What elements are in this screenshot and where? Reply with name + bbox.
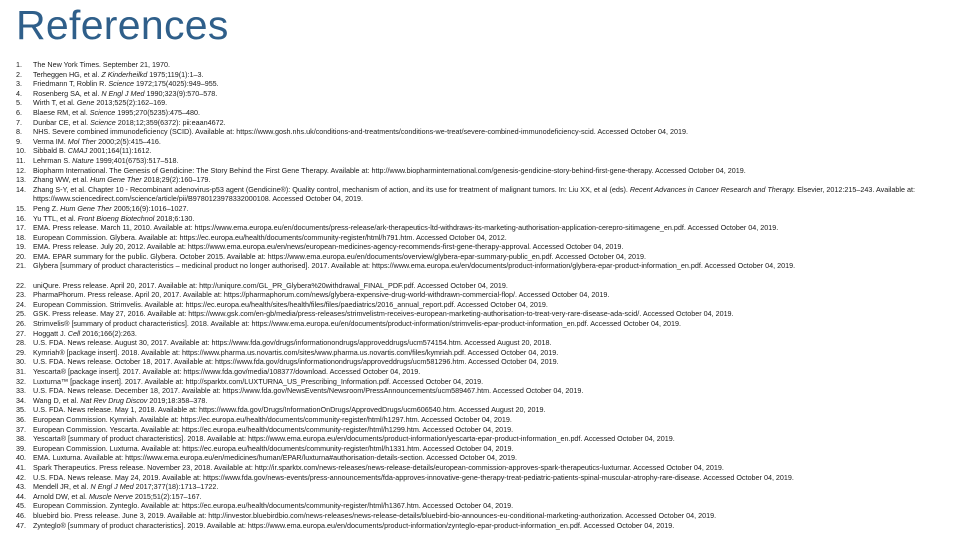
reference-number: 45. [16, 501, 26, 511]
reference-journal: Mol Ther [67, 136, 97, 146]
reference-journal: Muscle Nerve [88, 491, 133, 501]
reference-item [0, 166, 960, 176]
reference-item [0, 98, 960, 108]
reference-number: 40. [16, 453, 26, 463]
reference-journal: CMAJ [67, 146, 88, 156]
reference-number: 36. [16, 414, 26, 424]
reference-number: 17. [16, 223, 26, 233]
reference-text-main: Biopharm International. The Genesis of Gendicine: The Story Behind the First Gene Therapy. Available at: http://www.biopharminternational.com/genesis-gendicine-story-behind-first-gene-therapy. Accessed October 04, 2019. [33, 165, 746, 175]
reference-number: 34. [16, 395, 26, 405]
reference-text [33, 281, 945, 291]
reference-text-tail: 2013;525(2):162–169. [94, 98, 168, 108]
reference-text-main: European Commission. Strimvelis. Available at: https://ec.europa.eu/health/sites/health/files/files/paediatrics/2016_annual_report.pdf. Accessed October 04, 2019. [33, 299, 548, 309]
reference-item [0, 501, 960, 511]
reference-text [33, 70, 945, 80]
reference-number: 37. [16, 424, 26, 434]
reference-text [33, 501, 945, 511]
reference-text-main: Blaese RM, et al. [33, 107, 90, 117]
reference-journal: Cell [67, 328, 81, 338]
reference-item [0, 252, 960, 262]
reference-number: 13. [16, 175, 26, 185]
reference-text [33, 137, 945, 147]
reference-text [33, 300, 945, 310]
reference-text-tail: Elsevier, 2012:215–243. Available at: https://www.sciencedirect.com/science/article/pii/B9780123978332000108. Accessed October 04, 2019. [33, 184, 915, 204]
reference-text [33, 309, 945, 319]
reference-text-main: EMA. EPAR summary for the public. Glybera. October 2015. Available at: https://www.ema.europa.eu/en/documents/overview/glybera-epar-summary-public_en.pdf. Accessed October 04, 2019. [33, 251, 646, 261]
reference-number: 5. [16, 98, 22, 108]
reference-text [33, 511, 945, 521]
reference-item [0, 290, 960, 300]
reference-text-tail: 1972;175(4025):949–955. [133, 79, 219, 89]
reference-item [0, 300, 960, 310]
reference-list [0, 60, 960, 530]
reference-item [0, 309, 960, 319]
reference-number: 35. [16, 405, 26, 415]
page-title: References [16, 2, 229, 48]
reference-text [33, 204, 945, 214]
reference-journal: Gene [76, 98, 95, 108]
reference-text [33, 377, 945, 387]
reference-number: 12. [16, 165, 26, 175]
reference-item [0, 146, 960, 156]
reference-text-main: Zhang S-Y, et al. Chapter 10 - Recombinant adenovirus-p53 agent (Gendicine®): Quality control, mechanism of action, and its use for treatment of malignant tumors. In: Liu XX, et al (eds). [33, 184, 630, 194]
reference-text [33, 329, 945, 339]
reference-number: 46. [16, 510, 26, 520]
reference-text-main: Arnold DW, et al. [33, 491, 89, 501]
reference-text-main: NHS. Severe combined immunodeficiency (SCID). Available at: https://www.gosh.nhs.uk/conditions-and-treatments/conditions-we-treat/severe-combined-immunodeficiency-scid. Accessed October 04, 2019. [33, 127, 689, 137]
reference-item [0, 233, 960, 243]
reference-text [33, 242, 945, 252]
reference-text-tail: 2000;2(5):415–416. [96, 136, 161, 146]
reference-text-tail: 2018;29(2):160–179. [141, 175, 211, 185]
reference-text-main: Kymriah® [package insert]. 2018. Available at: https://www.pharma.us.novartis.com/sites/www.pharma.us.novartis.com/files/kymriah.pdf. Accessed October 04, 2019. [33, 347, 559, 357]
reference-text-main: Wirth T, et al. [33, 98, 77, 108]
reference-text [33, 118, 945, 128]
reference-item [0, 511, 960, 521]
reference-text-main: Hoggatt J. [33, 328, 68, 338]
reference-text [33, 348, 945, 358]
reference-text [33, 405, 945, 415]
reference-journal: Science [89, 107, 116, 117]
reference-number: 30. [16, 357, 26, 367]
reference-item [0, 348, 960, 358]
reference-text [33, 319, 945, 329]
reference-text [33, 214, 945, 224]
reference-item [0, 377, 960, 387]
reference-number: 18. [16, 232, 26, 242]
reference-text-main: Zynteglo® [summary of product characteristics]. 2019. Available at: https://www.ema.europa.eu/en/documents/product-information/zynteglo-epar-product-information_en.pdf. Accessed October 04, 2019. [33, 520, 675, 530]
reference-item [0, 156, 960, 166]
reference-text-main: Strimvelis® [summary of product characteristics]. 2018. Available at: https://www.ema.europa.eu/en/documents/product-information/strimvelis-epar-product-information_en.pdf. Accessed October 04, 2019. [33, 319, 681, 329]
reference-number: 24. [16, 299, 26, 309]
reference-text-main: U.S. FDA. News release. May 1, 2018. Available at: https://www.fda.gov/Drugs/InformationOnDrugs/ApprovedDrugs/ucm606540.htm. Accessed August 20, 2019. [33, 405, 546, 415]
reference-item [0, 89, 960, 99]
reference-text [33, 252, 945, 262]
reference-number: 29. [16, 347, 26, 357]
reference-text [33, 223, 945, 233]
reference-number: 32. [16, 376, 26, 386]
reference-item [0, 434, 960, 444]
reference-number: 27. [16, 328, 26, 338]
reference-text-main: U.S. FDA. News release. August 30, 2017. Available at: https://www.fda.gov/drugs/informationondrugs/approveddrugs/ucm574154.htm. Accessed August 20, 2018. [33, 338, 552, 348]
reference-text [33, 261, 945, 271]
reference-item [0, 396, 960, 406]
reference-number: 28. [16, 338, 26, 348]
reference-text [33, 60, 945, 70]
reference-text-main: Dunbar CE, et al. [33, 117, 91, 127]
reference-item [0, 405, 960, 415]
reference-text-main: Luxturna™ [package insert]. 2017. Available at: http://sparktx.com/LUXTURNA_US_Prescribing_Information.pdf. Accessed October 04, 2019. [33, 376, 484, 386]
reference-text-main: U.S. FDA. News release. May 24, 2019. Available at: https://www.fda.gov/news-events/press-announcements/fda-approves-innovative-gene-therapy-treat-pediatric-patients-spinal-muscular-atrophy-rare-disease. Accessed October 04, 2019. [33, 472, 794, 482]
reference-text-main: Lehrman S. [33, 155, 73, 165]
reference-item [0, 415, 960, 425]
reference-item [0, 204, 960, 214]
reference-text [33, 396, 945, 406]
reference-number: 22. [16, 280, 26, 290]
reference-text-main: bluebird bio. Press release. June 3, 2019. Available at: http://investor.bluebirdbio.com/news-releases/news-release-details/bluebird-bio-announces-eu-conditional-marketing-authorization. Accessed October 04, 2019. [33, 510, 717, 520]
reference-text-tail: 2016;166(2):263. [80, 328, 137, 338]
reference-item [0, 79, 960, 89]
reference-text-main: Spark Therapeutics. Press release. November 23, 2018. Available at: http://ir.sparktx.com/news-releases/news-release-details/european-commission-approves-spark-therapeutics-luxturnar. Accessed October 04, 2019. [33, 462, 724, 472]
reference-text-main: U.S. FDA. News release. October 18, 2017. Available at: https://www.fda.gov/drugs/informationondrugs/approveddrugs/ucm581296.htm. Accessed October 04, 2019. [33, 357, 559, 367]
reference-journal: N Engl J Med [101, 88, 145, 98]
reference-text-tail: 2018;6:130. [154, 213, 195, 223]
reference-item [0, 425, 960, 435]
reference-number: 14. [16, 184, 26, 194]
reference-item [0, 185, 960, 204]
reference-item [0, 521, 960, 531]
reference-text-main: Peng Z. [33, 203, 61, 213]
reference-text-main: EMA. Luxturna. Available at: https://www.ema.europa.eu/en/medicines/human/EPAR/luxturna#authorisation-details-section. Accessed October 04, 2019. [33, 453, 517, 463]
reference-text [33, 127, 945, 137]
reference-journal: Nature [72, 155, 94, 165]
reference-text-main: Terheggen HG, et al. [33, 69, 102, 79]
reference-item [0, 223, 960, 233]
reference-text-main: European Commission. Kymriah. Available at: https://ec.europa.eu/health/documents/community-register/html/h1297.htm. Accessed October 04, 2019. [33, 414, 512, 424]
reference-number: 44. [16, 491, 26, 501]
reference-text [33, 156, 945, 166]
reference-text [33, 367, 945, 377]
reference-number: 6. [16, 107, 22, 117]
reference-number: 33. [16, 386, 26, 396]
reference-item [0, 357, 960, 367]
reference-text [33, 89, 945, 99]
reference-item [0, 175, 960, 185]
reference-text-main: European Commission. Zynteglo. Available at: https://ec.europa.eu/health/documents/community-register/html/h1367.htm. Accessed October 04, 2019. [33, 501, 514, 511]
reference-number: 38. [16, 434, 26, 444]
reference-text [33, 415, 945, 425]
reference-number: 47. [16, 520, 26, 530]
reference-text-main: U.S. FDA. News release. December 18, 2017. Available at: https://www.fda.gov/NewsEvents/Newsroom/PressAnnouncements/ucm589467.htm. Accessed October 04, 2019. [33, 386, 584, 396]
reference-text-main: Sibbald B. [33, 146, 68, 156]
reference-number: 7. [16, 117, 22, 127]
reference-item [0, 482, 960, 492]
reference-number: 20. [16, 251, 26, 261]
reference-journal: Nat Rev Drug Discov [80, 395, 148, 405]
reference-item [0, 367, 960, 377]
reference-item [0, 444, 960, 454]
reference-number: 42. [16, 472, 26, 482]
reference-text-main: Wang D, et al. [33, 395, 81, 405]
reference-text-tail: 2017;377(18):1713–1722. [133, 482, 219, 492]
reference-text [33, 146, 945, 156]
reference-text-main: Verma IM. [33, 136, 68, 146]
reference-number: 41. [16, 462, 26, 472]
reference-number: 43. [16, 482, 26, 492]
reference-text [33, 453, 945, 463]
reference-item [0, 137, 960, 147]
reference-text [33, 482, 945, 492]
reference-text [33, 185, 945, 204]
reference-item [0, 70, 960, 80]
reference-text-main: Glybera [summary of product characteristics – medicinal product no longer authorised]. 2017. Available at: https://www.ema.europa.eu/en/documents/product-information/glybera-epar-product-information_en.pdf. Accessed October 04, 2019. [33, 261, 796, 271]
reference-journal: Z Kinderheilkd [101, 69, 148, 79]
reference-text-main: The New York Times. September 21, 1970. [33, 60, 171, 69]
reference-item [0, 492, 960, 502]
reference-text-main: GSK. Press release. May 27, 2016. Available at: https://www.gsk.com/en-gb/media/press-releases/strimvelistm-receives-european-marketing-authorisation-to-treat-very-rare-disease-ada-scid/. Accessed October 04, 2019. [33, 309, 734, 319]
reference-text-tail: 1999;401(6753):517–518. [93, 155, 179, 165]
reference-text-tail: 2015;51(2):157–167. [132, 491, 202, 501]
reference-number: 26. [16, 319, 26, 329]
reference-journal: Hum Gene Ther [90, 175, 142, 185]
reference-text [33, 233, 945, 243]
reference-text [33, 473, 945, 483]
reference-item [0, 338, 960, 348]
reference-text-tail: 1995;270(5235):475–480. [115, 107, 201, 117]
reference-text [33, 175, 945, 185]
reference-text-main: EMA. Press release. July 20, 2012. Available at: https://www.ema.europa.eu/en/news/european-medicines-agency-recommends-first-gene-therapy-approval. Accessed October 04, 2019. [33, 242, 624, 252]
reference-text [33, 434, 945, 444]
reference-text [33, 338, 945, 348]
reference-text-main: Yu TTL, et al. [33, 213, 78, 223]
reference-number: 39. [16, 443, 26, 453]
reference-journal: Hum Gene Ther [60, 203, 112, 213]
reference-text-main: EMA. Press release. March 11, 2010. Available at: https://www.ema.europa.eu/en/documents/press-release/ark-therapeutics-ltd-withdraws-its-marketing-authorisation-application-cerepro-sitimagene_en.pdf. Accessed October 04, 2019. [33, 223, 779, 233]
reference-text [33, 98, 945, 108]
reference-text [33, 425, 945, 435]
reference-text-main: PharmaPhorum. Press release. April 20, 2017. Available at: https://pharmaphorum.com/news/glybera-expensive-drug-world-withdrawn-commercial-flop/. Accessed October 04, 2019. [33, 290, 610, 300]
reference-text-main: European Commission. Glybera. Available at: https://ec.europa.eu/health/documents/community-register/html/h791.htm. Accessed October 04, 2012. [33, 232, 507, 242]
reference-text-tail: 1990;323(9):570–578. [144, 88, 218, 98]
reference-text-main: European Commission. Luxturna. Available at: https://ec.europa.eu/health/documents/community-register/html/h1331.htm. Accessed October 04, 2019. [33, 443, 514, 453]
reference-number: 11. [16, 155, 26, 165]
reference-journal: Front Bioeng Biotechnol [77, 213, 155, 223]
reference-item [0, 319, 960, 329]
reference-journal: Science [90, 117, 116, 127]
reference-text-main: European Commission. Yescarta. Available at: https://ec.europa.eu/health/documents/community-register/html/h1299.htm. Accessed October 04, 2019. [33, 424, 514, 434]
reference-number: 3. [16, 79, 22, 89]
reference-text [33, 166, 945, 176]
reference-item [0, 261, 960, 280]
reference-text [33, 79, 945, 89]
reference-number: 10. [16, 146, 26, 156]
reference-text [33, 492, 945, 502]
reference-text-tail: 1975;119(1):1–3. [147, 69, 204, 79]
reference-journal: Recent Advances in Cancer Research and Therapy. [629, 184, 796, 194]
reference-number: 31. [16, 367, 26, 376]
reference-text [33, 357, 945, 367]
reference-number: 15. [16, 203, 26, 213]
reference-text [33, 290, 945, 300]
reference-journal: Science [108, 79, 134, 89]
reference-item [0, 118, 960, 128]
reference-text [33, 521, 945, 531]
reference-number: 21. [16, 261, 26, 271]
reference-number: 8. [16, 127, 22, 137]
reference-number: 1. [16, 60, 22, 69]
reference-number: 19. [16, 242, 26, 252]
reference-item [0, 60, 960, 70]
reference-text-tail: 2005;16(9):1016–1027. [111, 203, 189, 213]
reference-number: 25. [16, 309, 26, 319]
reference-number: 4. [16, 88, 22, 98]
reference-item [0, 214, 960, 224]
reference-number: 2. [16, 69, 22, 79]
reference-item [0, 329, 960, 339]
reference-text-main: Yescarta® [summary of product characteristics]. 2018. Available at: https://www.ema.europa.eu/en/documents/product-information/yescarta-epar-product-information_en.pdf. Accessed October 04, 2019. [33, 434, 675, 444]
reference-item [0, 473, 960, 483]
reference-text-main: Friedmann T, Roblin R. [33, 79, 109, 89]
reference-item [0, 386, 960, 396]
reference-text-main: Rosenberg SA, et al. [33, 88, 102, 98]
reference-text-tail: 2001;164(11):1612. [87, 146, 152, 156]
reference-text-main: uniQure. Press release. April 20, 2017. Available at: http://uniqure.com/GL_PR_Glybera%20withdrawal_FINAL_PDF.pdf. Accessed October 04, 2019. [33, 280, 508, 290]
reference-item [0, 242, 960, 252]
reference-text-tail: 2018;12;359(6372): pii:eaan4672. [115, 117, 226, 127]
reference-item [0, 127, 960, 137]
reference-number: 16. [16, 213, 26, 223]
reference-text-main: Mendell JR, et al. [33, 482, 91, 492]
reference-number: 9. [16, 136, 22, 146]
reference-item [0, 463, 960, 473]
reference-text-main: Yescarta® [package insert]. 2017. Available at: https://www.fda.gov/media/108377/download. Accessed October 04, 2019. [33, 367, 421, 376]
reference-item [0, 108, 960, 118]
reference-text-main: Zhang WW, et al. [33, 175, 91, 185]
reference-text [33, 108, 945, 118]
reference-text-tail: 2019;18:358–378. [147, 395, 208, 405]
reference-item [0, 453, 960, 463]
reference-text [33, 444, 945, 454]
reference-number: 23. [16, 290, 26, 300]
reference-journal: N Engl J Med [90, 482, 134, 492]
reference-text [33, 463, 945, 473]
reference-text [33, 386, 945, 396]
reference-item [0, 281, 960, 291]
